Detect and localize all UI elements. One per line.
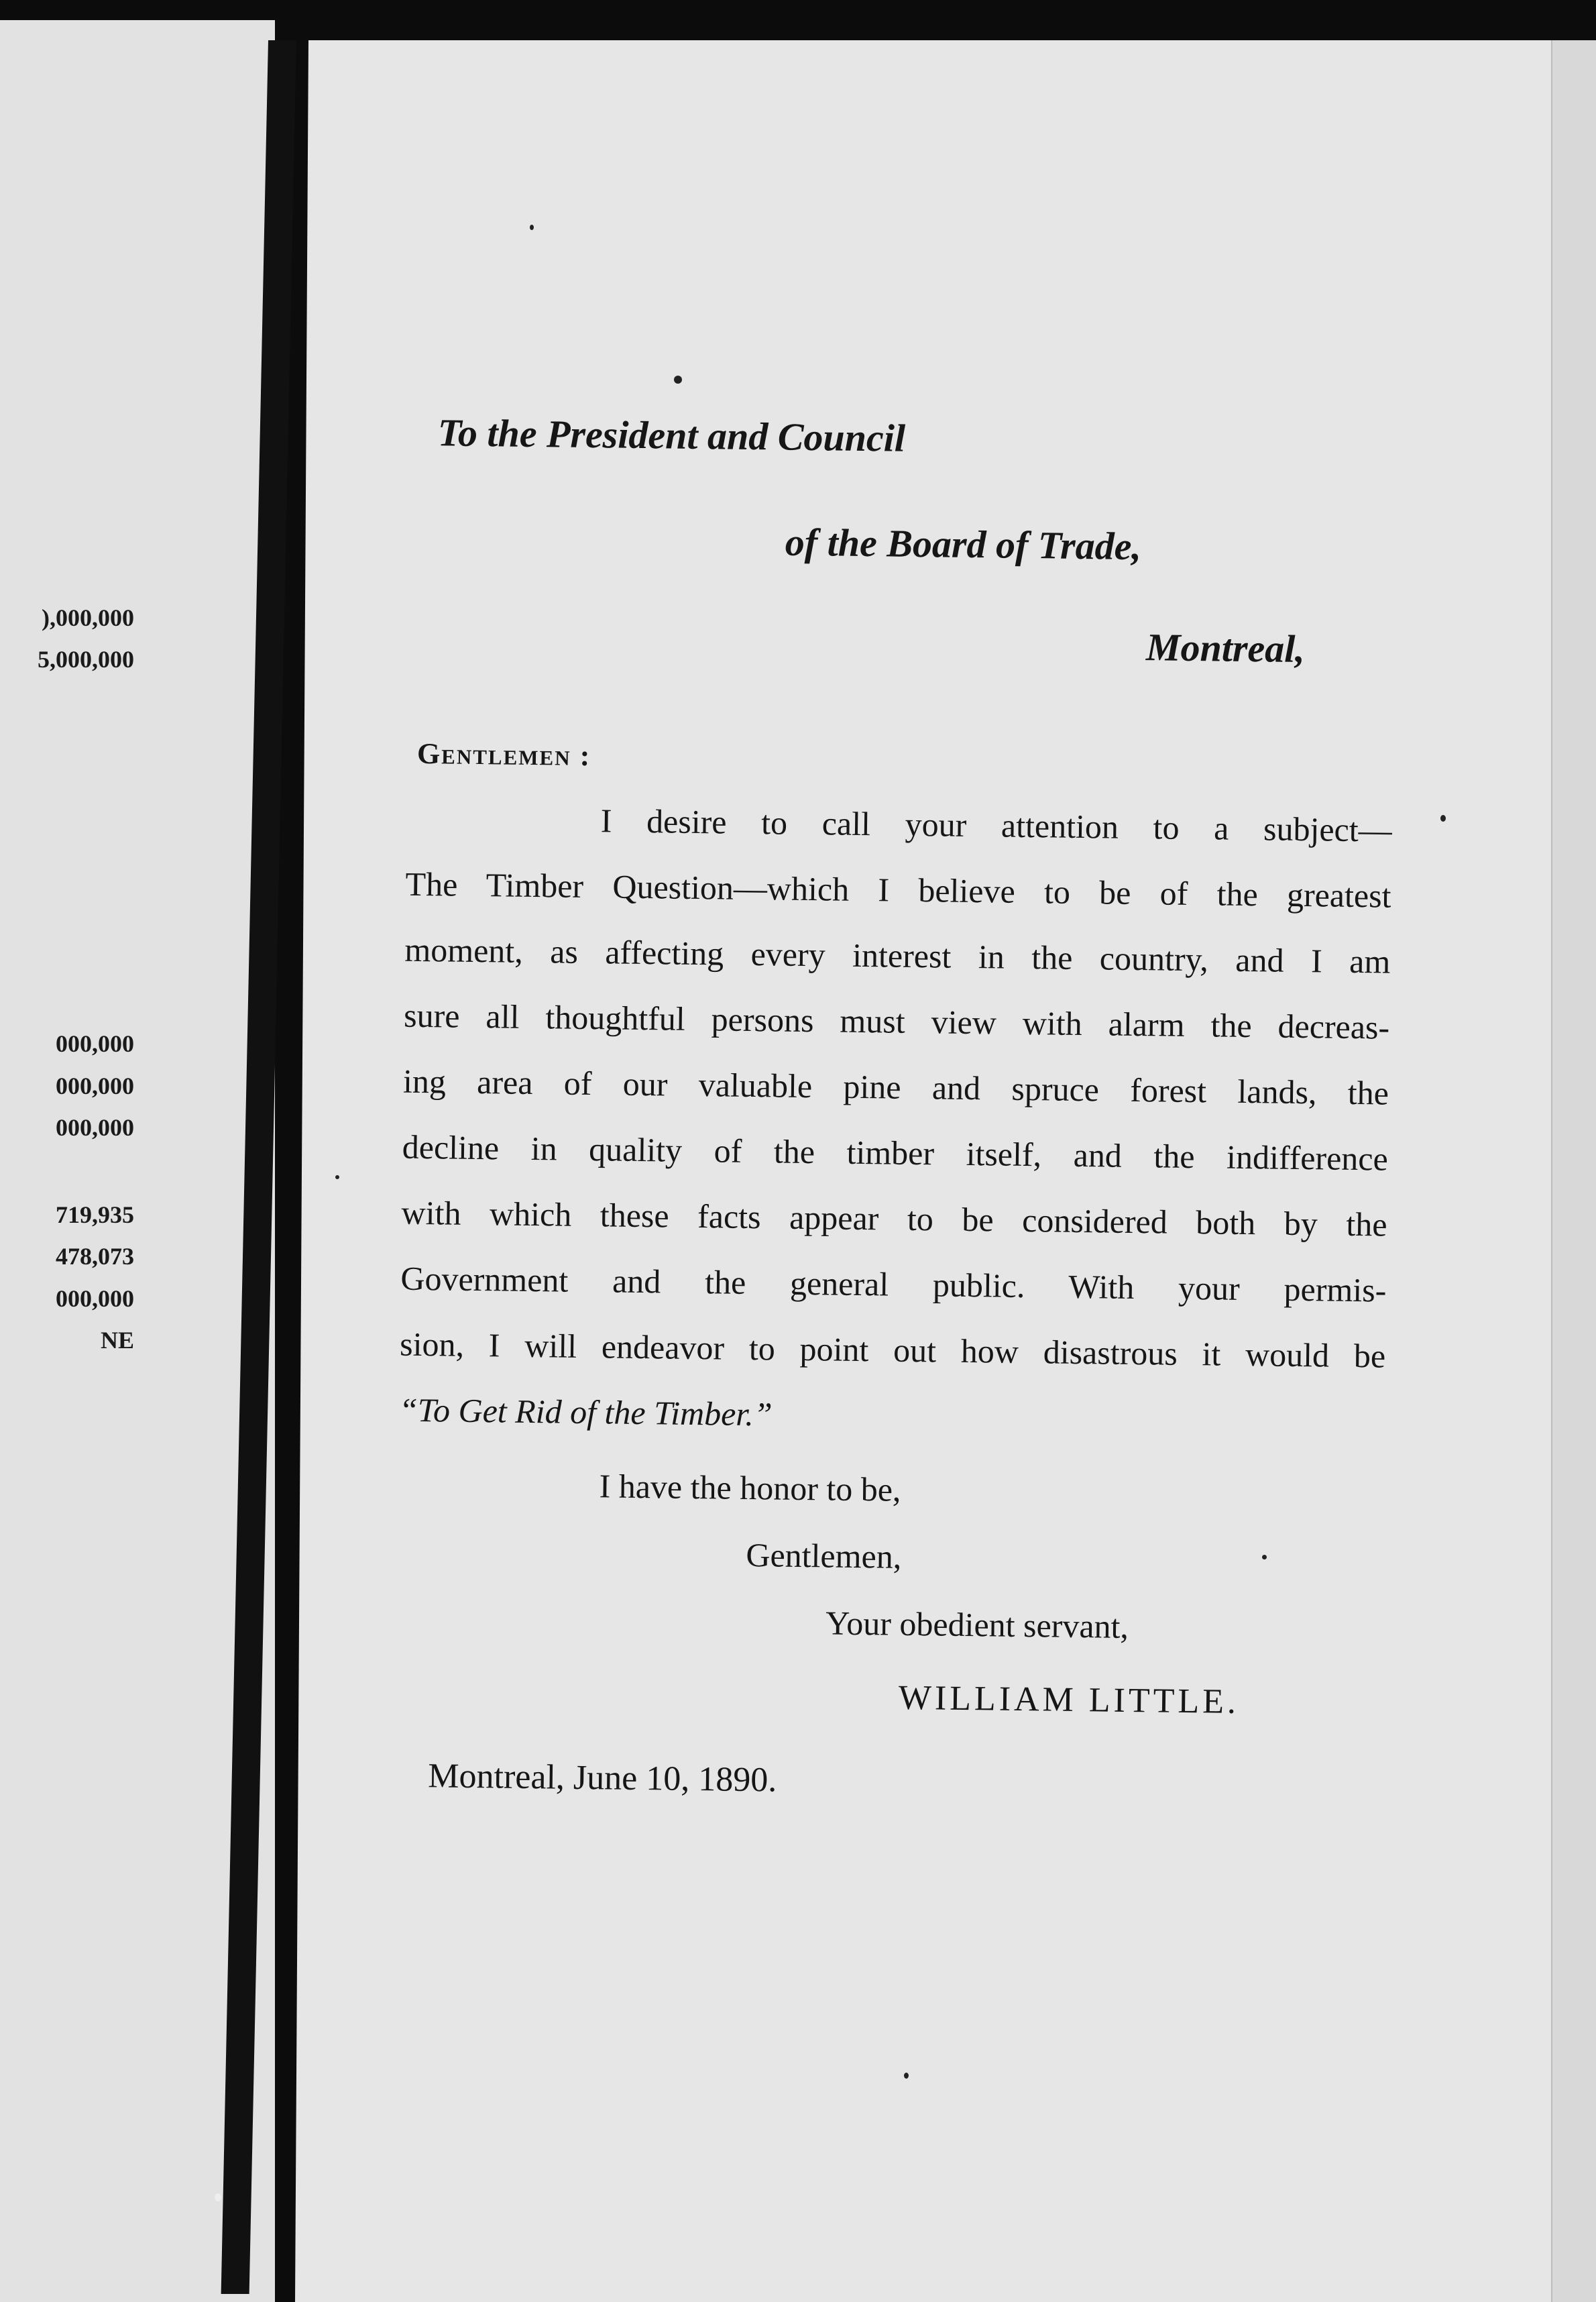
- closing-line-1: I have the honor to be,: [599, 1467, 901, 1509]
- left-figure: 478,073: [56, 1243, 134, 1270]
- scan-speck: [215, 2193, 221, 2201]
- left-figure: 000,000: [56, 1030, 134, 1057]
- body-line: with which these facts appear to be considered both by the: [401, 1193, 1387, 1244]
- left-figure: ),000,000: [42, 604, 134, 631]
- left-figure: 5,000,000: [38, 646, 134, 673]
- left-figure: 719,935: [56, 1201, 134, 1228]
- address-line-1: To the President and Council: [437, 410, 906, 460]
- body-line: moment, as affecting every interest in the country, and I am: [404, 930, 1391, 981]
- scan-speck: [674, 376, 682, 384]
- salutation: Gentlemen :: [416, 736, 591, 773]
- body-line: decline in quality of the timber itself, and the indifference: [402, 1128, 1389, 1178]
- address-line-3: Montreal,: [1145, 625, 1306, 671]
- scan-speck: [1440, 815, 1446, 822]
- closing-line-2: Gentlemen,: [746, 1535, 902, 1576]
- body-line: ing area of our valuable pine and spruce forest lands, the: [402, 1062, 1389, 1112]
- scan-speck: [1262, 1555, 1267, 1559]
- closing-line-3: Your obedient servant,: [825, 1604, 1129, 1645]
- quoted-title: “To Get Rid of the Timber.”: [398, 1390, 773, 1433]
- signature: WILLIAM LITTLE.: [898, 1678, 1240, 1721]
- scan-speck: [530, 225, 534, 230]
- scan-speck: [904, 2073, 909, 2079]
- left-figure: NE: [100, 1327, 134, 1354]
- left-figure: 000,000: [56, 1114, 134, 1141]
- body-line: I desire to call your attention to a subject—: [600, 802, 1393, 849]
- left-figure: 000,000: [56, 1073, 134, 1099]
- body-line: sion, I will endeavor to point out how disastrous it would be: [399, 1325, 1386, 1375]
- body-line: The Timber Question—which I believe to be of the greatest: [405, 865, 1391, 915]
- body-line: Government and the general public. With your permis-: [400, 1259, 1387, 1309]
- address-line-2: of the Board of Trade,: [785, 520, 1142, 569]
- left-figure: 000,000: [56, 1285, 134, 1312]
- body-line: sure all thoughtful persons must view with alarm the decreas-: [403, 996, 1390, 1046]
- scan-speck: [335, 1175, 339, 1179]
- dateline: Montreal, June 10, 1890.: [428, 1757, 777, 1800]
